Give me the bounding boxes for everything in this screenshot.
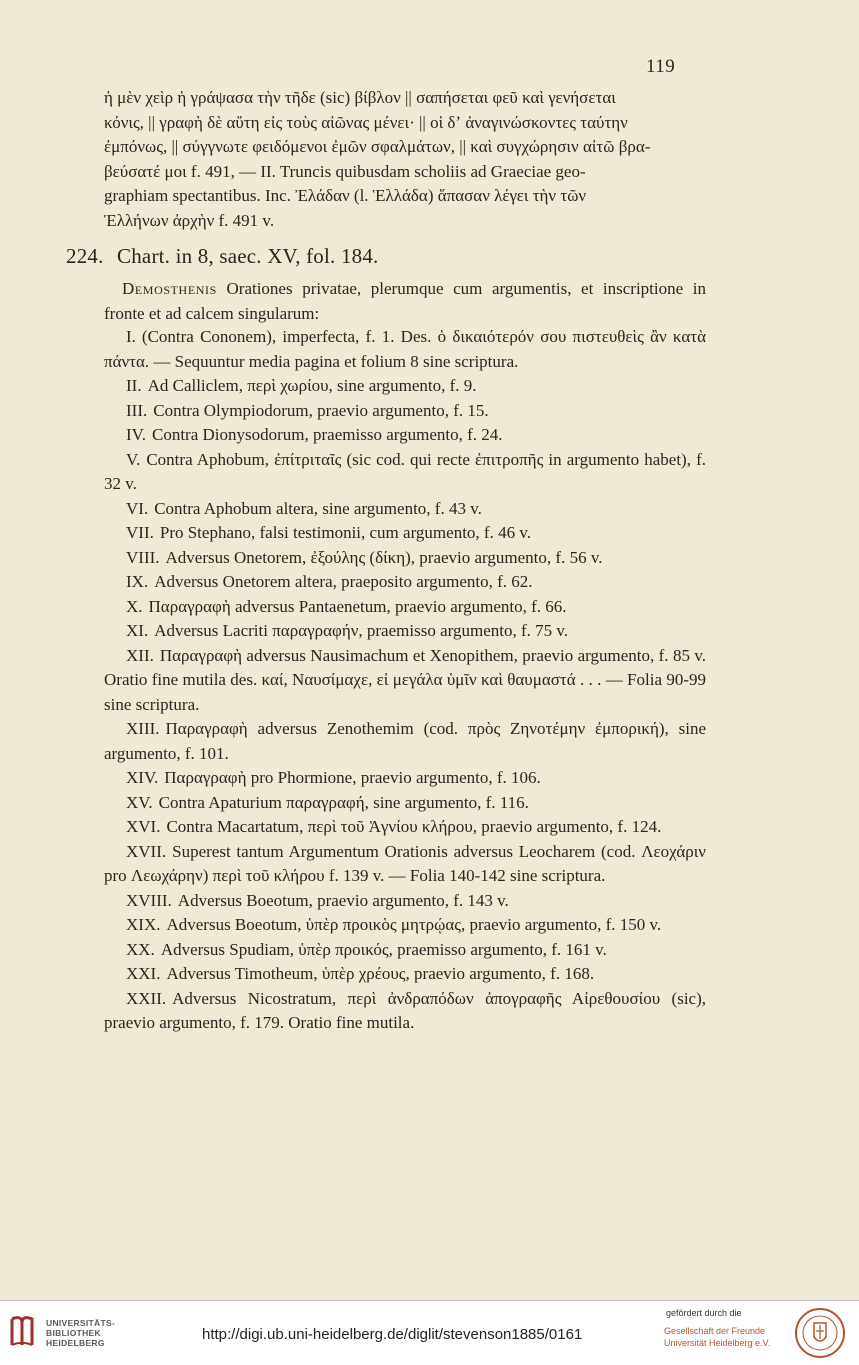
intro-line: κόνις, || γραφὴ δὲ αὕτη εἰς τοὺς αἰῶνας μένει· || οἱ δʼ ἀναγινώσκοντες ταύτην — [104, 112, 628, 132]
item-text: Παραγραφὴ adversus Pantaenetum, praevio argumento, f. 66. — [148, 596, 567, 616]
item-numeral: VI. — [126, 498, 149, 518]
list-item — [104, 595, 706, 620]
list-item — [104, 423, 706, 448]
library-name — [46, 1318, 115, 1348]
list-item — [104, 889, 706, 914]
item-numeral: V. — [126, 449, 141, 469]
item-text: Contra Olympiodorum, praevio argumento, f. 15. — [153, 400, 489, 420]
list-item — [104, 791, 706, 816]
item-numeral: XV. — [126, 792, 153, 812]
list-item — [104, 962, 706, 987]
intro-line: βεύσατέ μοι f. 491, — II. Truncis quibusdam scholiis ad Graeciae geo- — [104, 161, 586, 181]
item-numeral: IX. — [126, 572, 149, 591]
item-text: Adversus Onetorem altera, praeposito argumento, f. 62. — [154, 572, 533, 591]
item-numeral: XI. — [126, 621, 149, 640]
item-text: Contra Apaturium παραγραφή, sine argumento, f. 116. — [158, 792, 529, 812]
sponsor-name-line: Universität Heidelberg e.V. — [664, 1338, 771, 1348]
library-logo-icon-graphic — [9, 1315, 35, 1349]
sponsor-name-line: Gesellschaft der Freunde — [664, 1326, 766, 1336]
item-text: Adversus Spudiam, ὑπὲρ προικός, praemisso argumento, f. 161 v. — [160, 939, 607, 959]
list-item — [104, 766, 706, 791]
list-item — [104, 815, 706, 840]
list-item — [104, 987, 706, 1036]
entry-description — [104, 277, 706, 326]
library-name-line: HEIDELBERG — [46, 1338, 105, 1348]
list-item — [104, 399, 706, 424]
item-numeral: X. — [126, 596, 143, 616]
item-text: Παραγραφὴ adversus Zenothemim (cod. πρὸς Ζηνοτέμην ἐμπορική), sine argumento, f. 101. — [104, 719, 706, 763]
permalink-url[interactable]: http://digi.ub.uni-heidelberg.de/diglit/stevenson1885/0161 — [202, 1326, 583, 1343]
intro-text — [104, 86, 706, 233]
list-item — [104, 374, 706, 399]
item-numeral: XIII. — [126, 719, 160, 738]
item-numeral: XVI. — [126, 817, 161, 836]
library-name-line: BIBLIOTHEK — [46, 1328, 101, 1338]
entry-heading — [66, 244, 379, 269]
item-numeral: I. — [126, 327, 136, 346]
library-name-line: UNIVERSITÄTS- — [46, 1318, 116, 1328]
list-item — [104, 913, 706, 938]
item-text: Contra Aphobum, ἐπίτριταῖς (sic cod. qui recte ἐπιτροπῆς in argumento habet), f. 32 v. — [104, 449, 706, 493]
item-numeral: XVII. — [126, 841, 167, 861]
item-text: Ad Calliclem, περὶ χωρίου, sine argumento, f. 9. — [147, 376, 477, 395]
orations-list — [104, 325, 706, 1036]
item-numeral: III. — [126, 400, 148, 420]
item-text: Adversus Timotheum, ὑπὲρ χρέους, praevio argumento, f. 168. — [166, 964, 595, 983]
item-numeral: II. — [126, 376, 142, 395]
viewer-footer — [0, 1300, 859, 1365]
sponsor-credit — [664, 1307, 770, 1349]
item-numeral: XIX. — [126, 915, 161, 934]
item-text: Adversus Onetorem, ἐξούλης (δίκη), praevio argumento, f. 56 v. — [165, 547, 603, 567]
page-number: 119 — [646, 56, 676, 77]
list-item — [104, 325, 706, 374]
item-text: Adversus Nicostratum, περὶ ἀνδραπόδων ἀπογραφῆς Αἰρεθουσίου (sic), praevio argumento, f. 179. Oratio fine mutila. — [104, 988, 706, 1032]
item-text: Adversus Boeotum, ὑπὲρ προικὸς μητρῴας, praevio argumento, f. 150 v. — [166, 915, 662, 934]
list-item — [104, 570, 706, 595]
description-text: Orationes privatae, plerumque cum argumentis, et inscriptione in fronte et ad calcem singularum: — [104, 279, 706, 323]
list-item — [104, 619, 706, 644]
author-name: Demosthenis — [122, 279, 217, 298]
item-text: Adversus Lacriti παραγραφήν, praemisso argumento, f. 75 v. — [154, 621, 569, 640]
list-item — [104, 546, 706, 571]
item-text: Contra Aphobum altera, sine argumento, f. 43 v. — [154, 498, 482, 518]
list-item — [104, 717, 706, 766]
description-paragraph — [104, 277, 706, 326]
item-numeral: XXII. — [126, 988, 167, 1008]
item-numeral: XXI. — [126, 964, 161, 983]
item-numeral: XX. — [126, 939, 155, 959]
item-text: Contra Dionysodorum, praemisso argumento, f. 24. — [152, 425, 503, 444]
intro-line: Ἑλλήνων ἀρχὴν f. 491 v. — [104, 210, 275, 230]
item-text: Pro Stephano, falsi testimonii, cum argumento, f. 46 v. — [159, 523, 531, 542]
intro-line: ἐμπόνως, || σύγγνωτε φειδόμενοι ἐμῶν σφαλμάτων, || καὶ συγχώρησιν αἰτῶ βρα- — [104, 137, 651, 156]
list-item — [104, 448, 706, 497]
item-numeral: IV. — [126, 425, 146, 444]
list-item — [104, 497, 706, 522]
library-logo-icon[interactable] — [8, 1315, 36, 1349]
list-item — [104, 840, 706, 889]
item-numeral: VII. — [126, 523, 154, 542]
item-text: (Contra Cononem), imperfecta, f. 1. Des. ὁ δικαιότερόν σου πιστευθεὶς ἂν κατὰ πάντα. — Sequuntur media pagina et folium 8 sine scriptura. — [104, 327, 706, 371]
intro-line: graphiam spectantibus. Inc. Ἐλάδαν (l. Ἑλλάδα) ἅπασαν λέγει τὴν τῶν — [104, 186, 587, 205]
entry-number: 224. — [66, 244, 104, 268]
list-item — [104, 521, 706, 546]
item-text: Παραγραφὴ pro Phormione, praevio argumento, f. 106. — [164, 768, 541, 787]
item-text: Contra Macartatum, περὶ τοῦ Ἁγνίου κλήρου, praevio argumento, f. 124. — [166, 817, 662, 836]
item-text: Superest tantum Argumentum Orationis adversus Leocharem (cod. Λεοχάριν pro Λεωχάρην) περὶ τοῦ κλήρου f. 139 v. — Folia 140-142 sine scriptura. — [104, 841, 706, 885]
list-item — [104, 644, 706, 718]
item-numeral: VIII. — [126, 547, 160, 567]
sponsor-label: gefördert durch die — [666, 1308, 742, 1318]
item-numeral: XIV. — [126, 768, 159, 787]
item-text: Παραγραφὴ adversus Nausimachum et Xenopithem, praevio argumento, f. 85 v. Oratio fine mutila des. καί, Ναυσίμαχε, εἰ μεγάλα ὑμῖν καὶ θαυμαστά . . . — Folia 90-99 sine scriptura. — [104, 645, 706, 714]
entry-title: Chart. in 8, saec. XV, fol. 184. — [117, 244, 379, 268]
item-numeral: XVIII. — [126, 890, 172, 910]
item-numeral: XII. — [126, 645, 154, 665]
intro-line: ἡ μὲν χεὶρ ἡ γράψασα τὴν τῆδε (sic) βίβλον || σαπήσεται φεῦ καὶ γενήσεται — [104, 88, 616, 107]
list-item — [104, 938, 706, 963]
item-text: Adversus Boeotum, praevio argumento, f. 143 v. — [177, 890, 509, 910]
university-seal-icon — [794, 1307, 846, 1359]
